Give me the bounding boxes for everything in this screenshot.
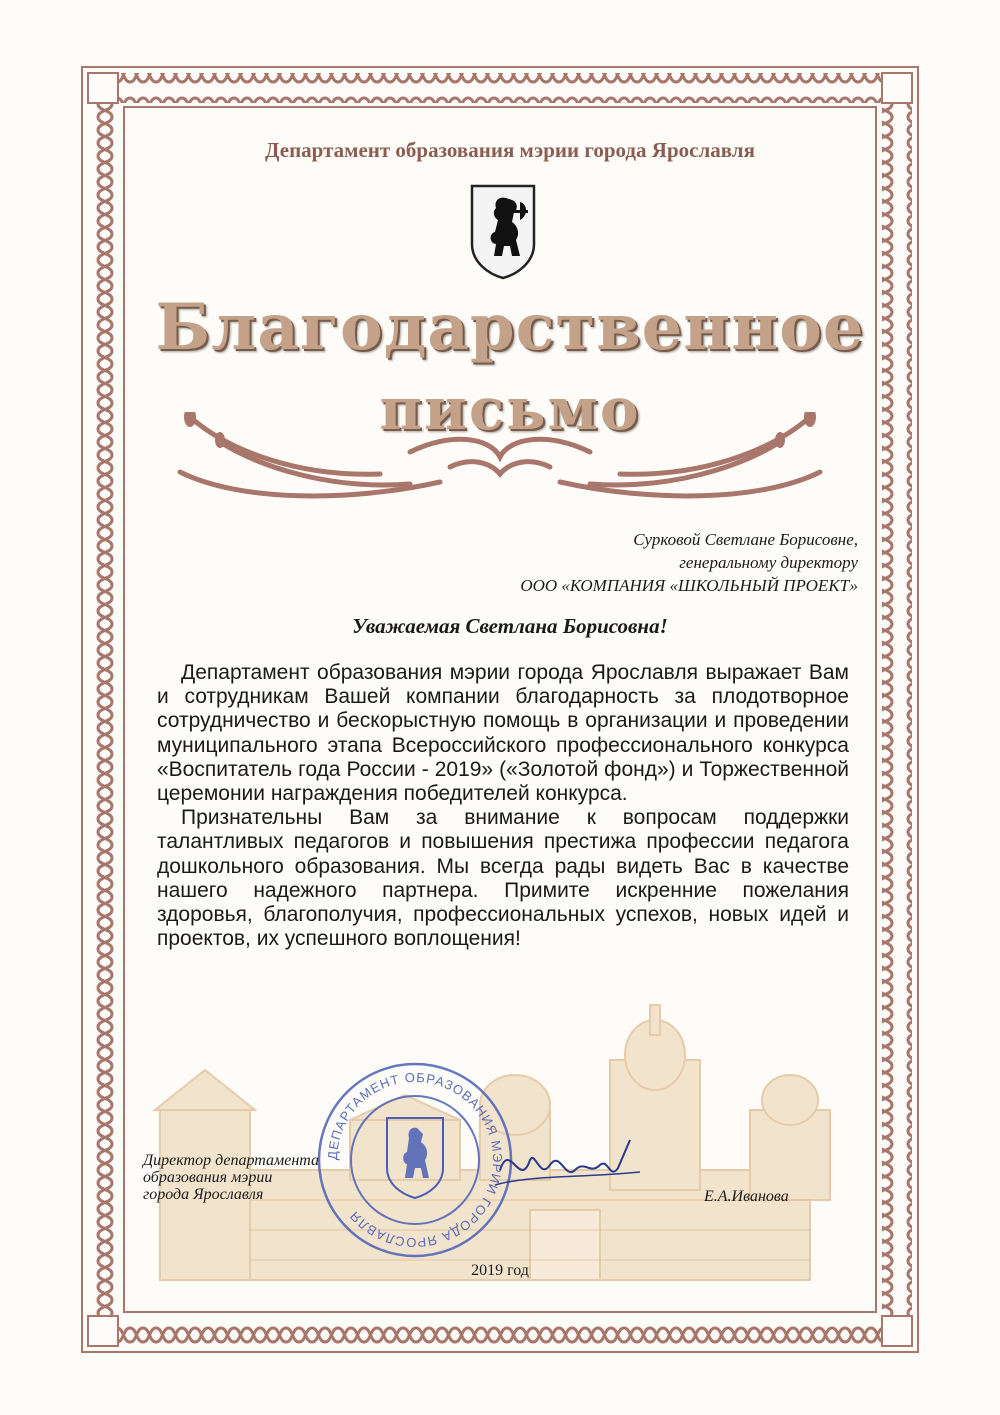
issuer-department: Департамент образования мэрии города Ярославля	[265, 138, 755, 162]
recipient-block	[358, 528, 858, 597]
signer-role-line3: города Ярославля	[143, 1186, 264, 1203]
recipient-name: Сурковой Светлане Борисовне,	[633, 530, 858, 549]
signer-name: Е.А.Иванова	[704, 1188, 789, 1205]
signer-role-line2: образования мэрии	[143, 1169, 273, 1186]
body-paragraph-2: Признательны Вам за внимание к вопросам поддержки талантливых педагогов и повышения престижа профессии педагога дошкольного образования. Мы всегда рады видеть Вас в качестве нашего надежного партнера. Примите искренние пожелания здоровья, благополучия, профессиональных успехов, новых идей и проектов, их успешного воплощения!	[157, 806, 849, 951]
svg-text:ДЕПАРТАМЕНТ ОБРАЗОВАНИЯ МЭРИИ: ДЕПАРТАМЕНТ ОБРАЗОВАНИЯ МЭРИИ ГОРОДА ЯРОСЛАВЛЯ	[324, 1069, 506, 1251]
signer-role	[143, 1152, 443, 1203]
recipient-position: генеральному директору	[679, 553, 858, 572]
letter-body	[157, 661, 849, 951]
document-year: 2019 год	[471, 1262, 529, 1279]
signer-role-line1: Директор департамента	[143, 1152, 320, 1169]
body-paragraph-1: Департамент образования мэрии города Ярославля выражает Вам и сотрудникам Вашей компании благодарность за плодотворное сотрудничество и бескорыстную помощь в организации и проведении муниципального этапа Всероссийского профессионального конкурса «Воспитатель года России - 2019» («Золотой фонд») и Торжественной церемонии награждения победителей конкурса.	[157, 661, 849, 806]
handwritten-signature	[490, 1130, 650, 1200]
letter-title-line1: Благодарственное	[155, 290, 865, 365]
bear-with-axe-coat-of-arms-icon	[468, 182, 538, 280]
flourish-ornament	[150, 412, 850, 507]
greeting: Уважаемая Светлана Борисовна!	[352, 614, 668, 638]
letter-title-line2: письмо	[379, 375, 641, 443]
recipient-company: ООО «КОМПАНИЯ «ШКОЛЬНЫЙ ПРОЕКТ»	[520, 576, 858, 595]
